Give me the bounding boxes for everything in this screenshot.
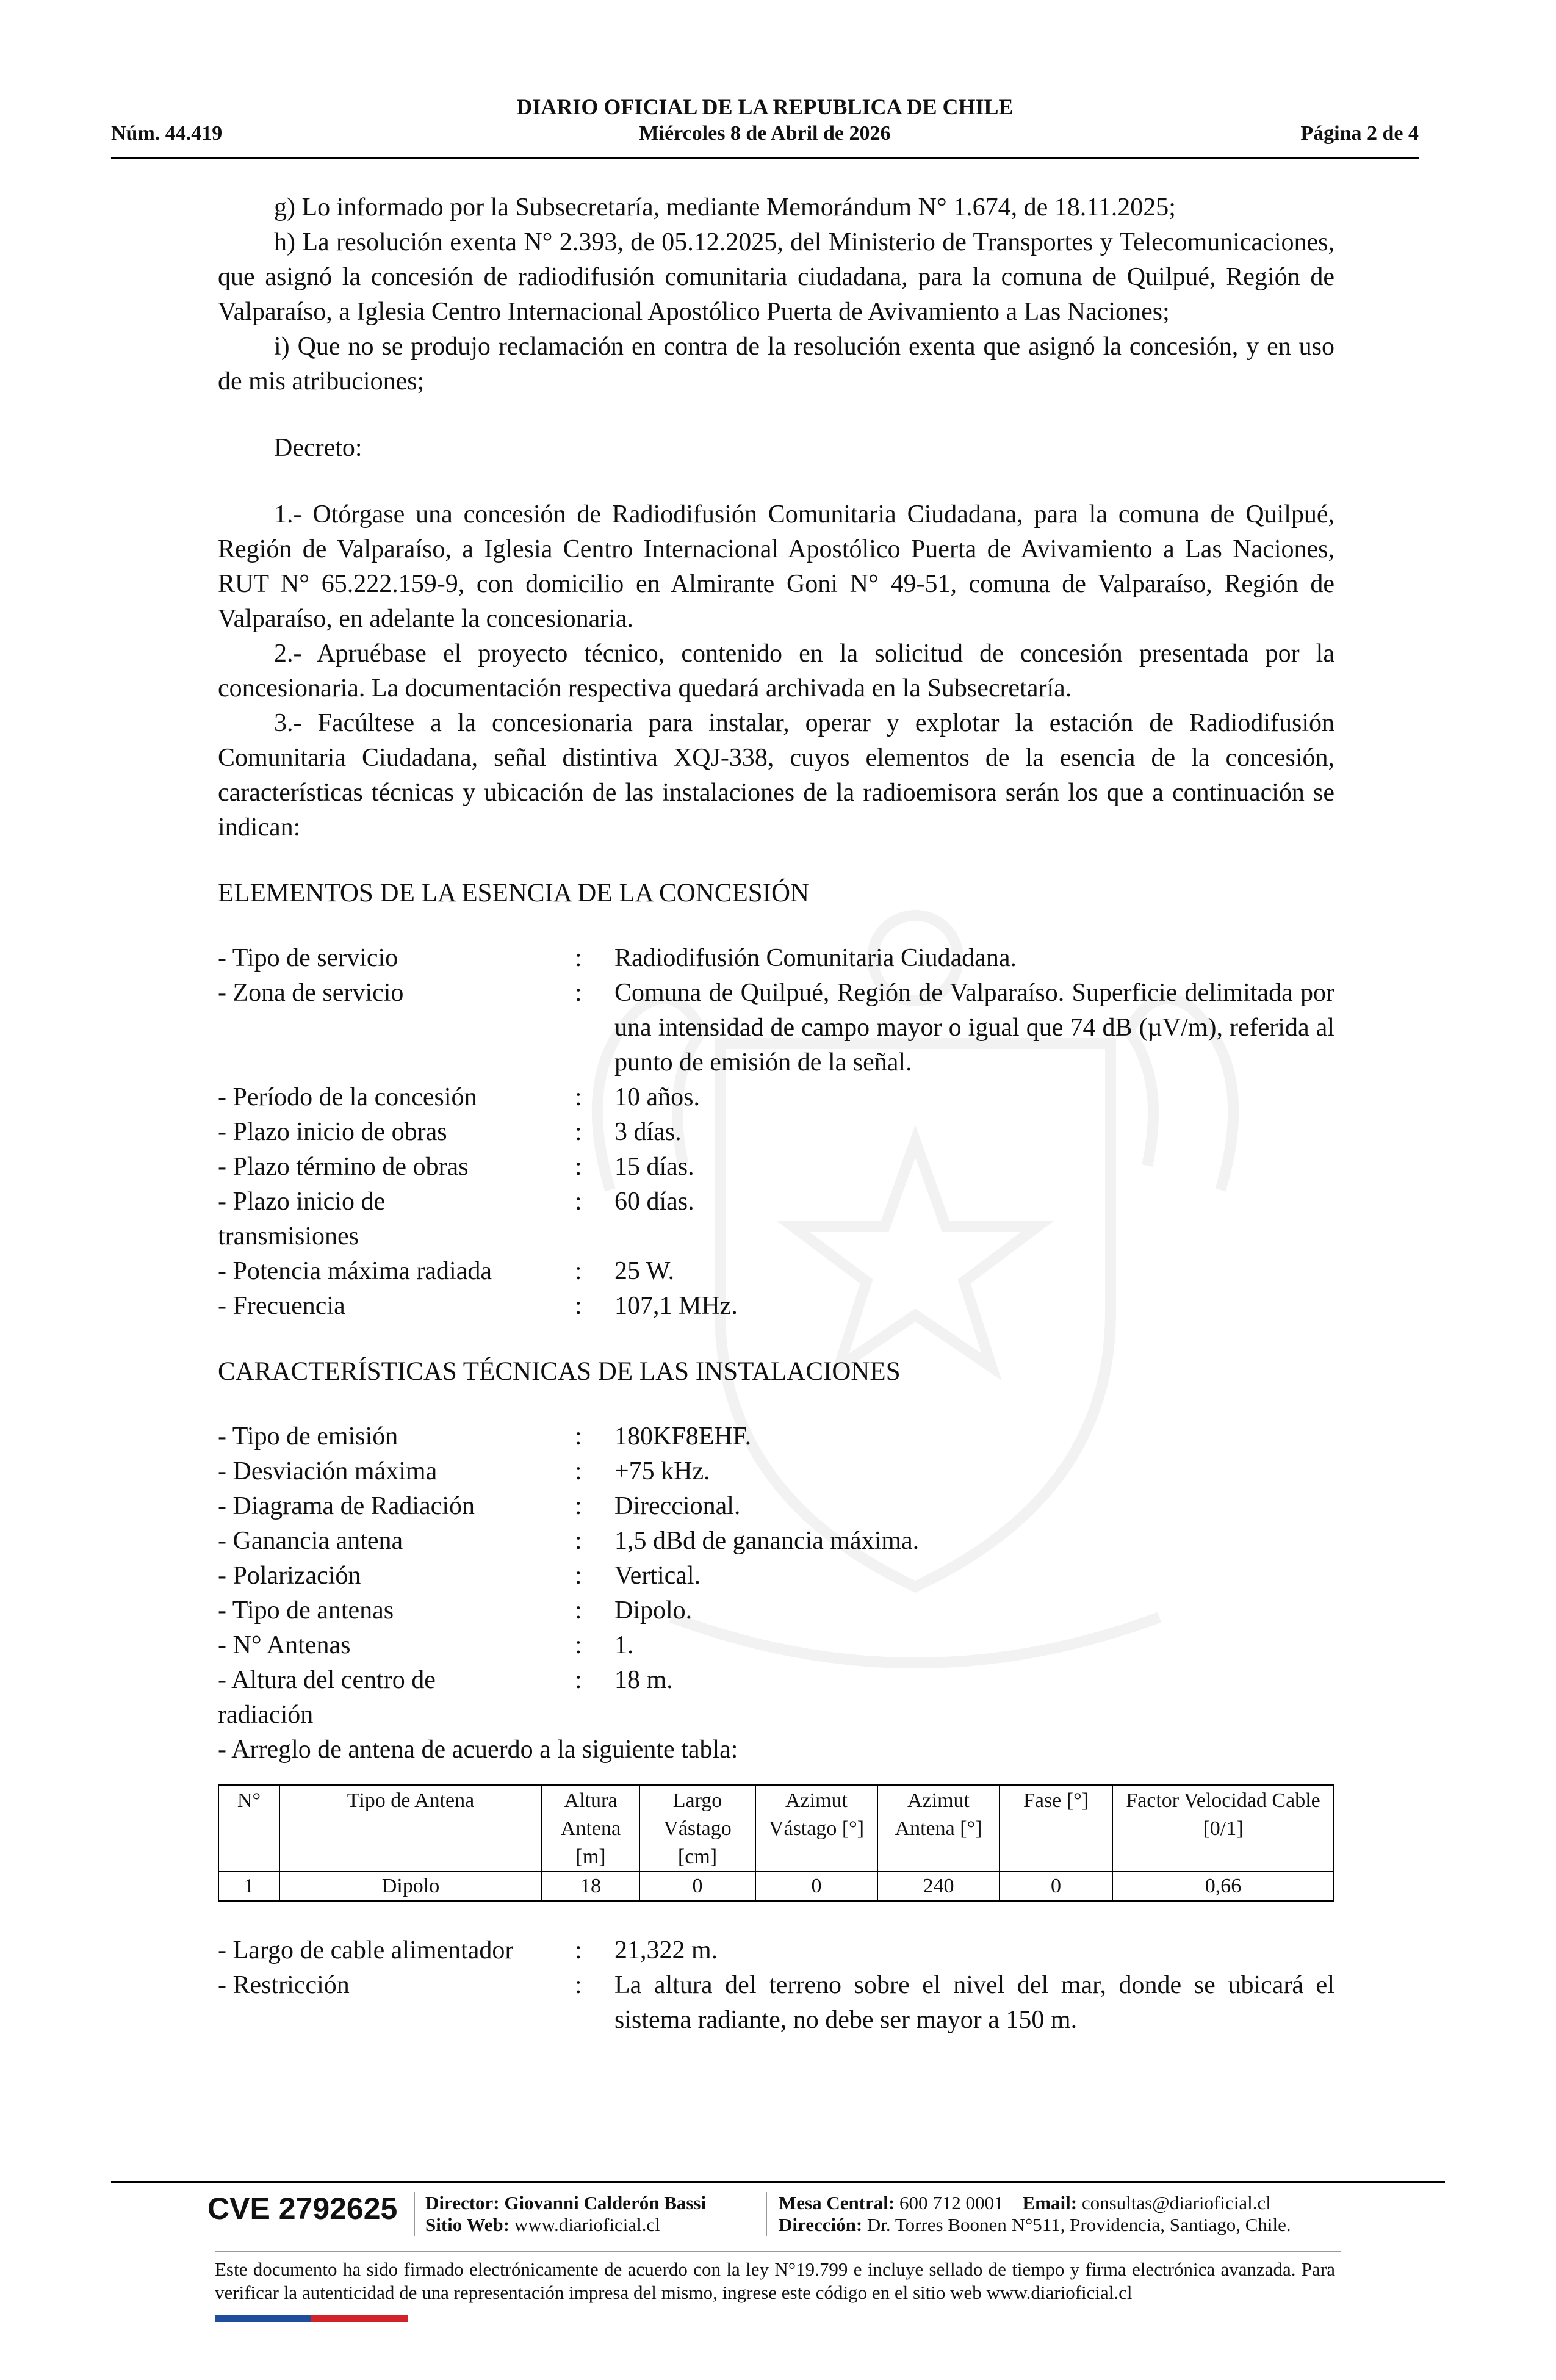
technical-value: +75 kHz.	[614, 1457, 710, 1485]
bar-segment	[263, 2315, 311, 2322]
essence-key: - Plazo inicio de obras	[218, 1118, 447, 1146]
issue-number: Núm. 44.419	[111, 122, 223, 145]
table-header-row	[218, 1785, 1334, 1872]
director-name: Giovanni Calderón Bassi	[504, 2192, 707, 2213]
footer-contact-block	[779, 2192, 1291, 2236]
technical-value: Direccional.	[614, 1492, 741, 1520]
col-header: N°	[218, 1785, 279, 1872]
technical-value: 1.	[614, 1631, 634, 1659]
table-cell: 18	[542, 1872, 639, 1901]
technical-value: 21,322 m.	[614, 1936, 718, 1964]
technical-value: La altura del terreno sobre el nivel del mar, donde se ubicará el sistema radiante, no debe ser mayor a 150 m.	[614, 1971, 1334, 2034]
address-label: Dirección:	[779, 2214, 863, 2235]
technical-value: 180KF8EHF.	[614, 1423, 752, 1451]
essence-list: - Tipo de servicio : Radiodifusión Comunitaria Ciudadana. - Zona de servicio : Comuna de Quilpué, Región de Valparaíso. Superficie delimitada por una intensidad de campo mayor o igual que 74 dB (µV/m), referida al punto de emisión de la señal. - Período de la concesión : 10 años. - Plazo inicio de obras : 3 días. - Plazo término de obras : 15 días. - Plazo inicio de transmisiones : 60 días. - Potencia máxima radiada : 25 W. - Frecuencia : 107,1 MHz.	[218, 941, 1334, 1324]
technical-key: - N° Antenas	[218, 1631, 351, 1659]
essence-value: Comuna de Quilpué, Región de Valparaíso. Superficie delimitada por una intensidad de campo mayor o igual que 74 dB (µV/m), referida al punto de emisión de la señal.	[614, 979, 1334, 1076]
essence-key: - Zona de servicio	[218, 979, 404, 1007]
technical-key: - Desviación máxima	[218, 1457, 438, 1485]
consideration-h: h) La resolución exenta N° 2.393, de 05.12.2025, del Ministerio de Transportes y Telecomunicaciones, que asignó la concesión de radiodifusión comunitaria ciudadana, para la comuna de Quilpué, Región de Valparaíso, a Iglesia Centro Internacional Apostólico Puerta de Avivamiento a Las Naciones;	[218, 228, 1334, 326]
technical-key: - Diagrama de Radiación	[218, 1492, 475, 1520]
essence-value: 107,1 MHz.	[614, 1292, 738, 1320]
web-label: Sitio Web:	[425, 2214, 510, 2235]
essence-key: - Período de la concesión	[218, 1083, 477, 1111]
consideration-g: g) Lo informado por la Subsecretaría, mediante Memorándum N° 1.674, de 18.11.2025;	[274, 193, 1176, 222]
page-number: Página 2 de 4	[1300, 122, 1419, 145]
footer-divider	[111, 2181, 1445, 2183]
essence-value: 3 días.	[614, 1118, 682, 1146]
mesa-phone: 600 712 0001	[899, 2192, 1004, 2213]
technical-key: - Tipo de emisión	[218, 1423, 398, 1451]
newspaper-title: DIARIO OFICIAL DE LA REPUBLICA DE CHILE	[516, 95, 1014, 119]
technical-value: Vertical.	[614, 1562, 701, 1590]
table-cell: 0	[755, 1872, 877, 1901]
col-header: Altura Antena [m]	[542, 1785, 639, 1872]
essence-key: - Potencia máxima radiada	[218, 1257, 492, 1285]
col-header: Factor Velocidad Cable [0/1]	[1112, 1785, 1334, 1872]
email-link[interactable]: consultas@diarioficial.cl	[1081, 2192, 1271, 2213]
page-header	[111, 94, 1419, 161]
article-2: 2.- Apruébase el proyecto técnico, contenido en la solicitud de concesión presentada por la concesionaria. La documentación respectiva quedará archivada en la Subsecretaría.	[218, 640, 1334, 702]
col-header: Azimut Antena [°]	[877, 1785, 1000, 1872]
col-header: Fase [°]	[1000, 1785, 1112, 1872]
signature-note: Este documento ha sido firmado electrónicamente de acuerdo con la ley N°19.799 e incluye sellado de tiempo y firma electrónica avanzada. Para verificar la autenticidad de una representación impresa del mismo, ingrese este código en el sitio web www.diarioficial.cl	[215, 2259, 1335, 2303]
footer-inner-divider	[215, 2251, 1341, 2252]
table-row	[218, 1872, 1334, 1901]
essence-value: 15 días.	[614, 1153, 694, 1181]
article-1: 1.- Otórgase una concesión de Radiodifusión Comunitaria Ciudadana, para la comuna de Quilpué, Región de Valparaíso, a Iglesia Centro Internacional Apostólico Puerta de Avivamiento a Las Naciones, RUT N° 65.222.159-9, con domicilio en Almirante Goni N° 49-51, comuna de Valparaíso, Región de Valparaíso, en adelante la concesionaria.	[218, 500, 1334, 633]
footer-color-bar	[215, 2315, 408, 2322]
table-cell: 0	[1000, 1872, 1112, 1901]
technical-key: - Altura del centro de radiación	[218, 1666, 436, 1729]
table-cell: Dipolo	[279, 1872, 542, 1901]
technical-value: 1,5 dBd de ganancia máxima.	[614, 1527, 920, 1555]
essence-value: Radiodifusión Comunitaria Ciudadana.	[614, 944, 1017, 972]
bar-segment	[311, 2315, 359, 2322]
col-header: Azimut Vástago [°]	[755, 1785, 877, 1872]
footer-separator	[766, 2192, 767, 2236]
technical-key: - Ganancia antena	[218, 1527, 403, 1555]
col-header: Tipo de Antena	[279, 1785, 542, 1872]
issue-date: Miércoles 8 de Abril de 2026	[639, 122, 891, 145]
document-body	[218, 190, 1334, 2038]
header-divider	[111, 157, 1419, 159]
technical-key: - Restricción	[218, 1971, 350, 1999]
cable-restriction-list: - Largo de cable alimentador : 21,322 m. - Restricción : La altura del terreno sobre el nivel del mar, donde se ubicará el sistema radiante, no debe ser mayor a 150 m.	[218, 1933, 1334, 2038]
essence-value: 10 años.	[614, 1083, 700, 1111]
essence-key: - Plazo término de obras	[218, 1153, 469, 1181]
footer-director-block	[425, 2192, 706, 2236]
technical-heading: CARACTERÍSTICAS TÉCNICAS DE LAS INSTALACIONES	[218, 1357, 901, 1386]
cve-code: CVE 2792625	[207, 2191, 398, 2226]
antenna-table	[218, 1784, 1334, 1902]
table-cell: 240	[877, 1872, 1000, 1901]
essence-key: - Frecuencia	[218, 1292, 345, 1320]
technical-list: - Tipo de emisión : 180KF8EHF. - Desviación máxima : +75 kHz. - Diagrama de Radiación : Direccional. - Ganancia antena : 1,5 dBd de ganancia máxima. - Polarización : Vertical. - Tipo de antenas : Dipolo. - N° Antenas : 1. - Altura del centro de radiación : 18 m.	[218, 1419, 1334, 1733]
decree-label: Decreto:	[274, 434, 362, 462]
essence-heading: ELEMENTOS DE LA ESENCIA DE LA CONCESIÓN	[218, 879, 810, 907]
technical-key: - Largo de cable alimentador	[218, 1936, 514, 1964]
essence-key: - Tipo de servicio	[218, 944, 398, 972]
technical-key: - Polarización	[218, 1562, 361, 1590]
technical-key: - Tipo de antenas	[218, 1596, 394, 1625]
footer-separator	[414, 2192, 415, 2236]
essence-value: 60 días.	[614, 1188, 694, 1216]
article-3: 3.- Facúltese a la concesionaria para instalar, operar y explotar la estación de Radiodifusión Comunitaria Ciudadana, señal distintiva XQJ-338, cuyos elementos de la esencia de la concesión, características técnicas y ubicación de las instalaciones de la radioemisora serán los que a continuación se indican:	[218, 709, 1334, 842]
table-cell: 1	[218, 1872, 279, 1901]
web-link[interactable]: www.diarioficial.cl	[514, 2214, 660, 2235]
table-cell: 0,66	[1112, 1872, 1334, 1901]
technical-value: 18 m.	[614, 1666, 673, 1694]
essence-value: 25 W.	[614, 1257, 675, 1285]
table-cell: 0	[639, 1872, 755, 1901]
address-text: Dr. Torres Boonen N°511, Providencia, Santiago, Chile.	[866, 2214, 1291, 2235]
essence-key: - Plazo inicio de transmisiones	[218, 1188, 386, 1250]
consideration-i: i) Que no se produjo reclamación en contra de la resolución exenta que asignó la concesión, y en uso de mis atribuciones;	[218, 333, 1334, 395]
mesa-label: Mesa Central:	[779, 2192, 895, 2213]
table-intro: - Arreglo de antena de acuerdo a la siguiente tabla:	[218, 1736, 738, 1764]
technical-value: Dipolo.	[614, 1596, 693, 1625]
bar-segment	[359, 2315, 408, 2322]
email-label: Email:	[1022, 2192, 1078, 2213]
bar-segment	[215, 2315, 263, 2322]
col-header: Largo Vástago [cm]	[639, 1785, 755, 1872]
director-label: Director:	[425, 2192, 500, 2213]
